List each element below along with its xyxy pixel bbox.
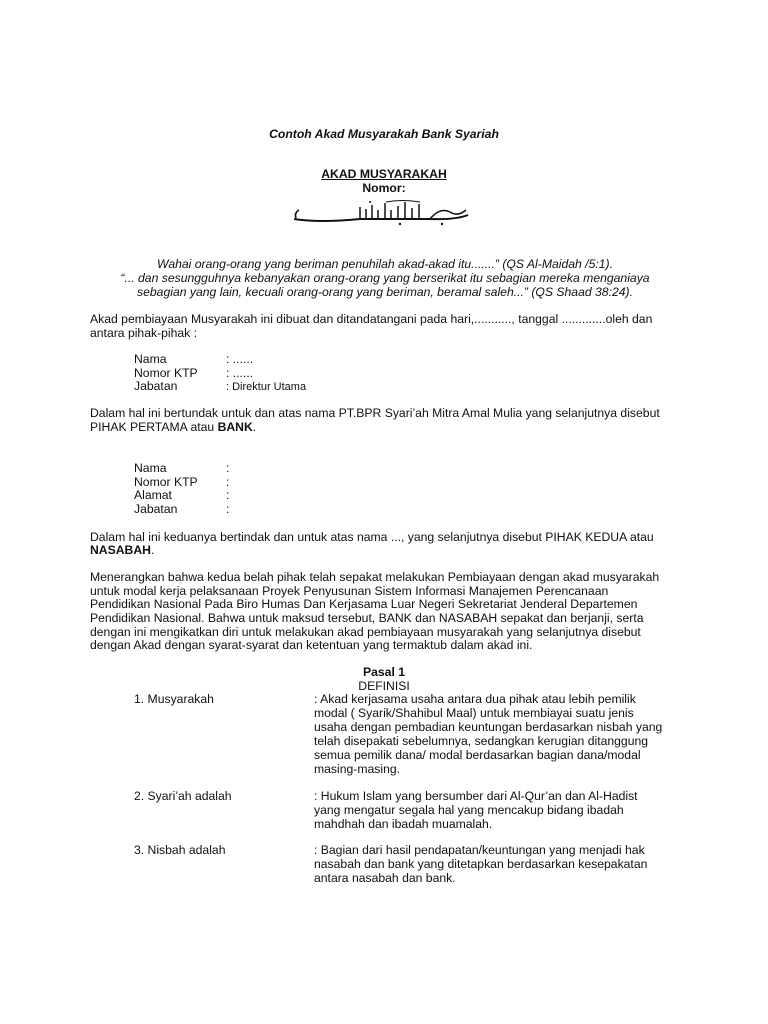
menerangkan-line-5: dengan ini mengikatkan diri untuk melakukan akad pembiayaan musyarakah yang selanjutnya disebut	[90, 625, 641, 639]
bank-term: BANK	[217, 420, 253, 434]
party2-nama-colon: :	[226, 461, 230, 475]
definition-text-nisbah	[314, 843, 680, 885]
definition-line: : Akad kerjasama usaha antara dua pihak atau lebih pemilik	[314, 692, 636, 706]
party2-nama-label: Nama	[134, 461, 167, 475]
definition-label-musyarakah: 1. Musyarakah	[134, 692, 214, 706]
party1-ktp-label: Nomor KTP	[134, 366, 198, 380]
definition-text-musyarakah	[314, 692, 680, 776]
party2-desc-suffix: .	[150, 543, 155, 557]
definition-line: semua pemilik dana/ modal berdasarkan bagian dana/modal	[314, 748, 641, 762]
party1-desc-line-2	[90, 420, 680, 434]
menerangkan-line-3: Pendidikan Nasional Pada Biro Humas Dan Kerjasama Luar Negeri Sekretariat Jenderal Departemen	[90, 597, 638, 611]
party2-jabatan-label: Jabatan	[134, 502, 178, 516]
quote-line-3: sebagian yang lain, kecuali orang-orang yang beriman, beramal saleh...” (QS Shaad 38:24).	[137, 285, 633, 299]
menerangkan-line-4: Pendidikan Nasional. Bahwa untuk maksud tersebut, BANK dan NASABAH sepakat dan berjanji, serta	[90, 611, 644, 625]
intro-line-1: Akad pembiayaan Musyarakah ini dibuat dan ditandatangani pada hari,..........., tanggal .............oleh dan	[90, 312, 653, 326]
definition-line: : Hukum Islam yang bersumber dari Al-Qur’an dan Al-Hadist	[314, 789, 638, 803]
definition-line: yang mengatur segala hal yang mencakup bidang ibadah	[314, 803, 624, 817]
party2-jabatan-colon: :	[226, 502, 230, 516]
party2-alamat-label: Alamat	[134, 488, 172, 502]
intro-line-2: antara pihak-pihak :	[90, 326, 198, 340]
menerangkan-line-2: untuk modal kerja pelaksanaan Proyek Penyusunan Sistem Informasi Manajemen Perencanaan	[90, 584, 609, 598]
basmalah-calligraphy	[290, 198, 475, 228]
quote-line-1: Wahai orang-orang yang beriman penuhilah akad-akad itu.......” (QS Al-Maidah /5:1).	[157, 257, 613, 271]
nasabah-term: NASABAH	[90, 543, 151, 557]
definition-line: usaha dengan pembadian keuntungan berdasarkan nisbah yang	[314, 720, 663, 734]
pasal-1-subtitle: DEFINISI	[358, 679, 410, 693]
party1-desc-suffix: .	[252, 420, 257, 434]
akad-title: AKAD MUSYARAKAH	[321, 167, 447, 181]
definition-line: : Bagian dari hasil pendapatan/keuntungan yang menjadi hak	[314, 843, 645, 857]
party1-nama-value: : ......	[226, 352, 254, 366]
party1-desc-prefix: PIHAK PERTAMA atau	[90, 420, 218, 434]
nomor-label: Nomor:	[362, 181, 406, 195]
definition-label-nisbah: 3. Nisbah adalah	[134, 843, 226, 857]
definition-line: telah disepakati sebelumnya, sedangkan kerugian ditanggung	[314, 734, 649, 748]
party2-ktp-label: Nomor KTP	[134, 475, 198, 489]
party1-desc-line-1: Dalam hal ini bertundak untuk dan atas nama PT.BPR Syari’ah Mitra Amal Mulia yang selanjutnya disebut	[90, 406, 660, 420]
document-title: Contoh Akad Musyarakah Bank Syariah	[269, 127, 499, 141]
party1-jabatan-value: : Direktur Utama	[226, 381, 307, 393]
party1-nama-label: Nama	[134, 352, 167, 366]
party2-alamat-colon: :	[226, 488, 230, 502]
definition-line: masing-masing.	[314, 762, 401, 776]
menerangkan-line-6: dengan Akad dengan syarat-syarat dan ketentuan yang termaktub dalam akad ini.	[90, 638, 533, 652]
menerangkan-line-1: Menerangkan bahwa kedua belah pihak telah sepakat melakukan Pembiayaan dengan akad musyarakah	[90, 570, 660, 584]
quote-line-2: “... dan sesungguhnya kebanyakan orang-orang yang berserikat itu sebagian mereka menganiaya	[120, 271, 650, 285]
definition-line: modal ( Syarik/Shahibul Maal) untuk membiayai suatu jenis	[314, 706, 634, 720]
definition-line: nasabah dan bank yang ditetapkan berdasarkan kesepakatan	[314, 857, 648, 871]
party2-desc-line-1: Dalam hal ini keduanya bertindak dan untuk atas nama ..., yang selanjutnya disebut PIHAK KEDUA atau	[90, 530, 654, 544]
definition-line: antara nasabah dan bank.	[314, 871, 456, 885]
party1-ktp-value: : ......	[226, 366, 254, 380]
party2-ktp-colon: :	[226, 475, 230, 489]
definition-text-syariah	[314, 789, 680, 831]
party1-jabatan-label: Jabatan	[134, 379, 178, 393]
definition-label-syariah: 2. Syari’ah adalah	[134, 789, 232, 803]
pasal-1-title: Pasal 1	[362, 665, 405, 679]
definition-line: mahdhah dan ibadah muamalah.	[314, 817, 493, 831]
party2-desc-line-2	[90, 543, 680, 557]
